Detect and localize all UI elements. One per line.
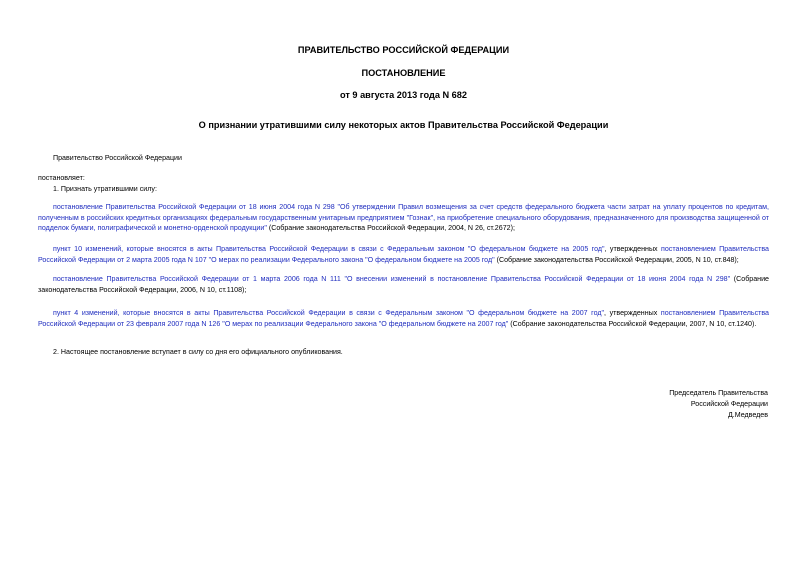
act-2-source: (Собрание законодательства Российской Федерации, 2005, N 10, ст.848); [494,255,739,264]
government-heading: ПРАВИТЕЛЬСТВО РОССИЙСКОЙ ФЕДЕРАЦИИ [297,45,510,55]
act-2-link-1[interactable]: пункт 10 изменений, которые вносятся в акты Правительства Российской Федерации в связи с Федеральным законом "О федеральном бюджете на 2005 год" [53,245,605,253]
signature-block [468,388,768,421]
document-title: О признании утратившими силу некоторых актов Правительства Российской Федерации [198,120,609,130]
decrees-text: постановляет: [38,174,85,182]
signature-organization: Российской Федерации [690,400,768,408]
act-2-text-1: , утвержденных [604,245,662,253]
act-3-source: (Собрание законодательства Российской Федерации, 2006, N 10, ст.1108); [38,275,769,294]
document-type-heading: ПОСТАНОВЛЕНИЕ [361,68,446,78]
act-4-source: (Собрание законодательства Российской Федерации, 2007, N 10, ст.1240). [508,319,757,328]
item-1-text: 1. Признать утратившими силу: [53,185,157,193]
act-4-text-1: , утвержденных [604,309,661,317]
act-2-link-2[interactable]: постановлением Правительства Российской Федерации от 2 марта 2005 года N 107 "О мерах по реализации Федерального закона "О федеральном бюджете на 2005 год" [38,245,769,264]
repealed-act-4 [38,308,769,329]
act-4-link-2[interactable]: постановлением Правительства Российской Федерации от 23 февраля 2007 года N 126 "О мерах по реализации Федерального закона "О федеральном бюджете на 2007 год" [38,309,770,328]
intro-text: Правительство Российской Федерации [53,154,182,162]
signature-name: Д.Медведев [727,411,768,419]
signature-position: Председатель Правительства [669,389,768,397]
act-3-link[interactable]: постановление Правительства Российской Федерации от 1 марта 2006 года N 111 "О внесении изменений в постановление Правительства Российской Федерации от 18 июня 2004 года N 298" [53,275,731,283]
repealed-act-2 [38,244,769,265]
act-1-source: (Собрание законодательства Российской Федерации, 2004, N 26, ст.2672); [266,224,515,233]
date-number-heading: от 9 августа 2013 года N 682 [339,90,468,100]
item-2-text: 2. Настоящее постановление вступает в силу со дня его официального опубликования. [53,348,343,356]
repealed-act-1 [38,202,769,234]
repealed-act-3 [38,274,769,295]
act-1-link[interactable]: постановление Правительства Российской Федерации от 18 июня 2004 года N 298 "Об утверждении Правил возмещения за счет средств федерального бюджета части затрат на уплату процентов по кредитам, полученным в российских кредитных организациях федеральным государственным унитарным предприятием "Гознак", на приобретение специального оборудования, предназначенного для производства защищенной от подделок бумаги, полиграфической и монетно-орденской продукции" [38,203,769,233]
act-4-link-1[interactable]: пункт 4 изменений, которые вносятся в акты Правительства Российской Федерации в связи с Федеральным законом "О федеральном бюджете на 2007 год" [53,309,605,317]
